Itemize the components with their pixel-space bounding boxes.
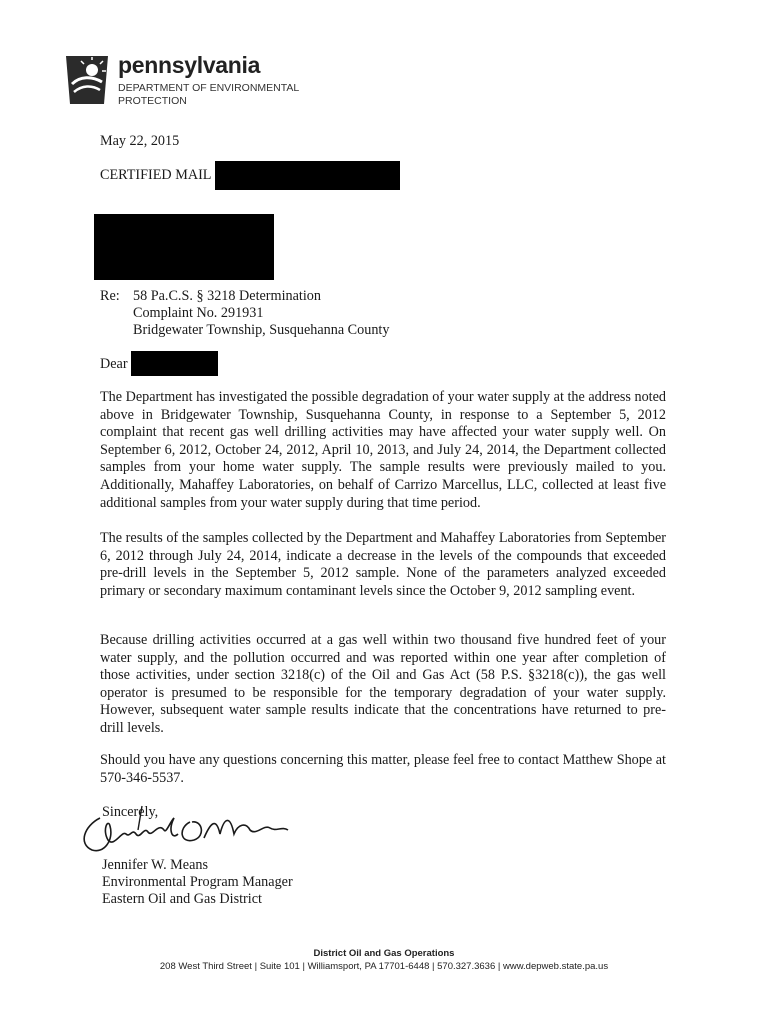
- re-label: Re:: [100, 288, 120, 304]
- handwritten-signature: [74, 800, 314, 864]
- redaction-certified-number: [215, 161, 400, 190]
- body-paragraph-2: The results of the samples collected by the Department and Mahaffey Laboratories from September 6, 2012 through July 24, 2014, indicate a decrease in the levels of the compounds that exceeded pre-drill levels in the September 5, 2012 sample. None of the parameters analyzed exceeded primary or secondary maximum contaminant levels since the October 9, 2012 sampling event.: [100, 530, 666, 599]
- signer-title: Environmental Program Manager: [102, 874, 293, 890]
- redaction-address-block: [94, 214, 274, 280]
- letterhead-name: pennsylvania: [118, 52, 261, 78]
- re-line-1: 58 Pa.C.S. § 3218 Determination: [133, 288, 321, 304]
- certified-mail-label: CERTIFIED MAIL: [100, 167, 212, 183]
- re-line-2: Complaint No. 291931: [133, 305, 264, 321]
- signer-district: Eastern Oil and Gas District: [102, 891, 262, 907]
- closing: Sincerely,: [102, 804, 159, 820]
- body-paragraph-3: Because drilling activities occurred at a gas well within two thousand five hundred feet of your water supply, and the pollution occurred and was reported within one year after completion of those activities, under section 3218(c) of the Oil and Gas Act (58 P.S. §3218(c)), the gas well operator is presumed to be responsible for the temporary degradation of your water supply. However, subsequent water sample results indicate that the concentrations have returned to pre-drill levels.: [100, 632, 666, 736]
- body-paragraph-4: Should you have any questions concerning this matter, please feel free to contact Matthew Shope at 570-346-5537.: [100, 752, 666, 786]
- letterhead-department: DEPARTMENT OF ENVIRONMENTAL PROTECTION: [118, 82, 299, 107]
- footer-address: 208 West Third Street | Suite 101 | Williamsport, PA 17701-6448 | 570.327.3636 | www.depweb.state.pa.us: [159, 961, 609, 972]
- salutation: Dear: [100, 356, 128, 372]
- re-line-3: Bridgewater Township, Susquehanna County: [133, 322, 390, 338]
- signer-name: Jennifer W. Means: [102, 857, 208, 873]
- dep-letterhead: [62, 54, 302, 110]
- letter-date: May 22, 2015: [100, 133, 180, 149]
- footer-title: District Oil and Gas Operations: [313, 948, 455, 959]
- redaction-recipient-name: [131, 351, 218, 376]
- body-paragraph-1: The Department has investigated the possible degradation of your water supply at the address noted above in Bridgewater Township, Susquehanna County, in response to a September 5, 2012 complaint that recent gas well drilling activities may have affected your water supply well. On September 6, 2012, October 24, 2012, April 10, 2013, and July 24, 2014, the Department collected samples from your home water supply. The sample results were previously mailed to you. Additionally, Mahaffey Laboratories, on behalf of Carrizo Marcellus, LLC, collected at least five additional samples from your water supply during that time period.: [100, 389, 666, 511]
- pennsylvania-keystone-logo-icon: [62, 54, 112, 106]
